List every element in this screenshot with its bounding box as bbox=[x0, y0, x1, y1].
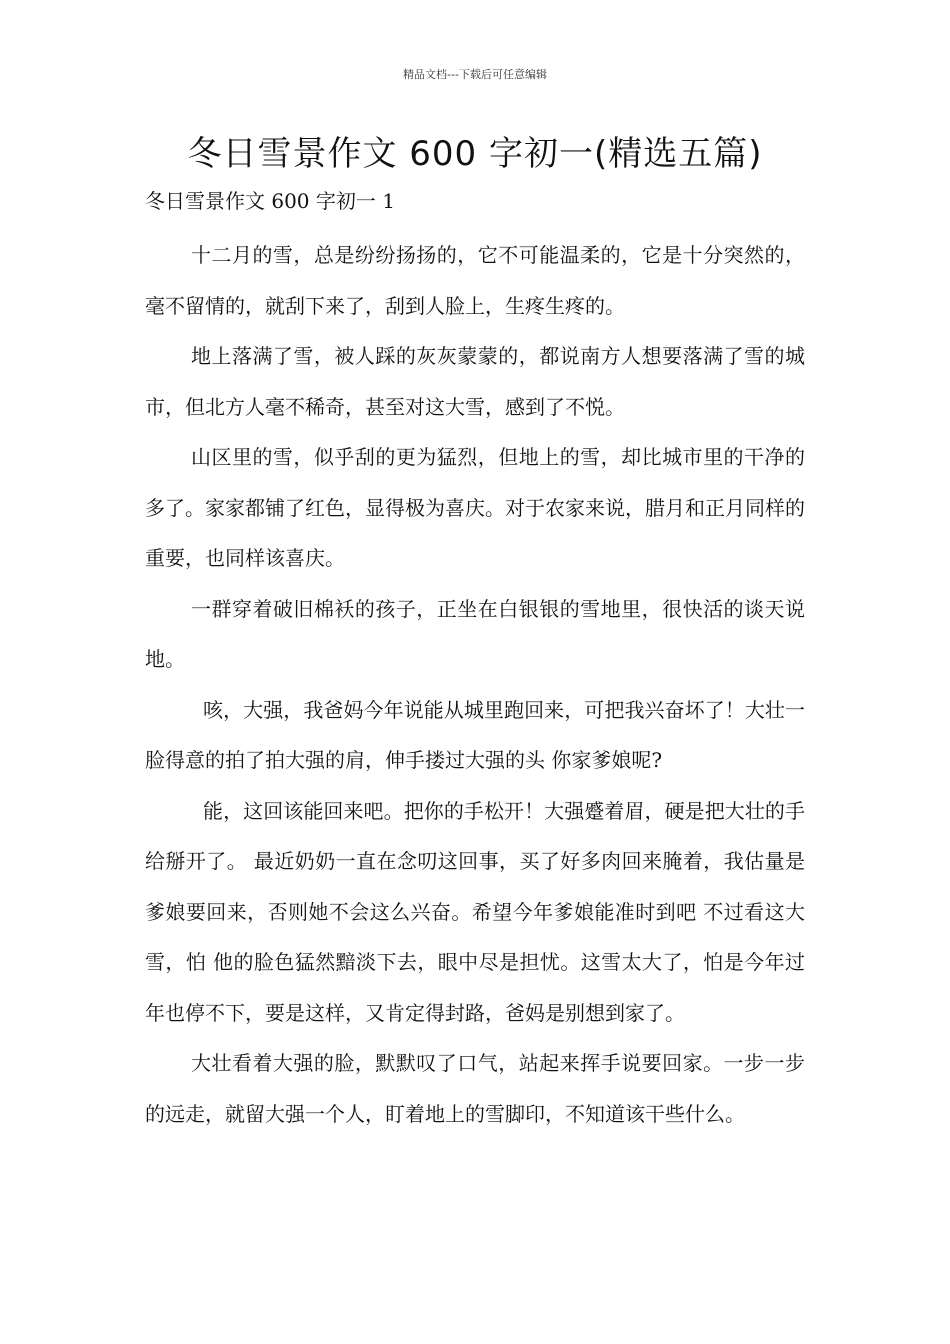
essay-subtitle: 冬日雪景作文 600 字初一 1 bbox=[145, 189, 395, 213]
page-header-watermark: 精品文档---下载后可任意编辑 bbox=[403, 68, 547, 81]
essay-body bbox=[145, 230, 805, 1139]
document-title: 冬日雪景作文 600 字初一(精选五篇) bbox=[187, 134, 763, 174]
paragraph-1: 十二月的雪，总是纷纷扬扬的，它不可能温柔的，它是十分突然的，毫不留情的，就刮下来了，刮到人脸上，生疼生疼的。 bbox=[145, 243, 805, 318]
paragraph-2: 地上落满了雪，被人踩的灰灰蒙蒙的，都说南方人想要落满了雪的城市，但北方人毫不稀奇，甚至对这大雪，感到了不悦。 bbox=[145, 344, 805, 419]
paragraph-7: 大壮看着大强的脸，默默叹了口气，站起来挥手说要回家。一步一步的远走，就留大强一个人，盯着地上的雪脚印，不知道该干些什么。 bbox=[145, 1051, 805, 1126]
paragraph-5: 咳，大强，我爸妈今年说能从城里跑回来，可把我兴奋坏了！大壮一脸得意的拍了拍大强的肩，伸手搂过大强的头 你家爹娘呢? bbox=[145, 697, 805, 772]
paragraph-6: 能，这回该能回来吧。把你的手松开！大强蹙着眉，硬是把大壮的手给掰开了。 最近奶奶一直在念叨这回事，买了好多肉回来腌着，我估量是爹娘要回来，否则她不会这么兴奋。希望今年爹娘能准时到吧 不过看这大雪，怕 他的脸色猛然黯淡下去，眼中尽是担忧。这雪太大了，怕是今年过年也停不下，要是这样，又肯定得封路，爸妈是别想到家了。 bbox=[145, 798, 805, 1025]
paragraph-3: 山区里的雪，似乎刮的更为猛烈，但地上的雪，却比城市里的干净的多了。家家都铺了红色，显得极为喜庆。对于农家来说，腊月和正月同样的重要，也同样该喜庆。 bbox=[145, 445, 805, 570]
paragraph-4: 一群穿着破旧棉袄的孩子，正坐在白银银的雪地里，很快活的谈天说地。 bbox=[145, 596, 805, 671]
